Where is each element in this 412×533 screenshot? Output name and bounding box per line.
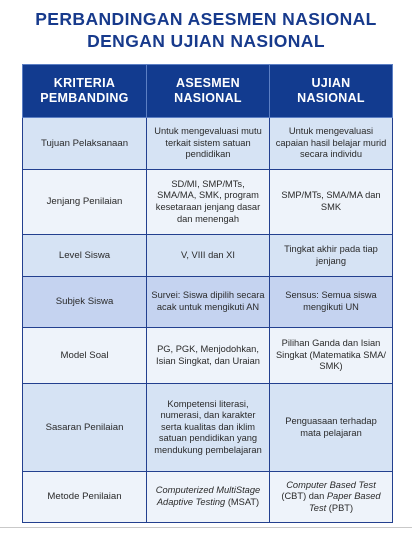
- un-method-italic-1: Computer Based Test: [286, 479, 376, 490]
- criterion-cell: Sasaran Penilaian: [23, 384, 147, 472]
- an-cell: V, VIII dan XI: [147, 235, 270, 277]
- un-cell: Sensus: Semua siswa mengikuti UN: [270, 277, 393, 328]
- un-cell: SMP/MTs, SMA/MA dan SMK: [270, 170, 393, 235]
- bottom-divider: [0, 527, 412, 528]
- un-cell: Untuk mengevaluasi capaian hasil belajar murid secara individu: [270, 118, 393, 170]
- criterion-cell: Model Soal: [23, 328, 147, 384]
- table-header: [23, 65, 393, 118]
- an-cell: PG, PGK, Menjodohkan, Isian Singkat, dan Uraian: [147, 328, 270, 384]
- header-an-line-1: ASESMEN: [176, 76, 240, 90]
- table-row: [23, 118, 393, 170]
- un-method-suffix: (PBT): [326, 502, 354, 513]
- table-body: [23, 118, 393, 523]
- criterion-cell: Level Siswa: [23, 235, 147, 277]
- title-line-2: DENGAN UJIAN NASIONAL: [87, 31, 325, 51]
- un-cell: [270, 472, 393, 523]
- an-cell: Kompetensi literasi, numerasi, dan karakter serta kualitas dan iklim satuan pendidikan yang mendukung pembelajaran: [147, 384, 270, 472]
- an-cell: Untuk mengevaluasi mutu terkait sistem satuan pendidikan: [147, 118, 270, 170]
- page-title: [0, 8, 412, 52]
- un-cell: Pilihan Ganda dan Isian Singkat (Matematika SMA/ SMK): [270, 328, 393, 384]
- table-row: [23, 277, 393, 328]
- un-method-italic-2: Paper Based Test: [308, 491, 381, 513]
- header-asesmen-nasional: [147, 65, 270, 118]
- table-row: [23, 384, 393, 472]
- header-an-line-2: NASIONAL: [174, 91, 242, 105]
- an-cell: SD/MI, SMP/MTs, SMA/MA, SMK, program kesetaraan jenjang dasar dan menengah: [147, 170, 270, 235]
- table-row: [23, 170, 393, 235]
- table-row: [23, 472, 393, 523]
- header-criteria-line-2: PEMBANDING: [40, 91, 129, 105]
- un-cell: Tingkat akhir pada tiap jenjang: [270, 235, 393, 277]
- criterion-cell: Metode Penilaian: [23, 472, 147, 523]
- header-criteria: [23, 65, 147, 118]
- comparison-table: [22, 64, 393, 523]
- an-cell: [147, 472, 270, 523]
- criterion-cell: Subjek Siswa: [23, 277, 147, 328]
- table-row: [23, 235, 393, 277]
- header-row: [23, 65, 393, 118]
- un-method-mid: (CBT) dan: [281, 491, 327, 502]
- table-row: [23, 328, 393, 384]
- an-cell: Survei: Siswa dipilih secara acak untuk mengikuti AN: [147, 277, 270, 328]
- title-line-1: PERBANDINGAN ASESMEN NASIONAL: [35, 9, 377, 29]
- header-criteria-line-1: KRITERIA: [53, 76, 116, 90]
- header-ujian-nasional: [270, 65, 393, 118]
- an-method-suffix: (MSAT): [225, 497, 260, 507]
- header-un-line-2: NASIONAL: [297, 91, 365, 105]
- comparison-table-container: [22, 64, 392, 522]
- an-method-italic: Computerized MultiStage Adaptive Testing: [155, 485, 261, 507]
- un-cell: Penguasaan terhadap mata pelajaran: [270, 384, 393, 472]
- header-un-line-1: UJIAN: [311, 76, 351, 90]
- criterion-cell: Tujuan Pelaksanaan: [23, 118, 147, 170]
- criterion-cell: Jenjang Penilaian: [23, 170, 147, 235]
